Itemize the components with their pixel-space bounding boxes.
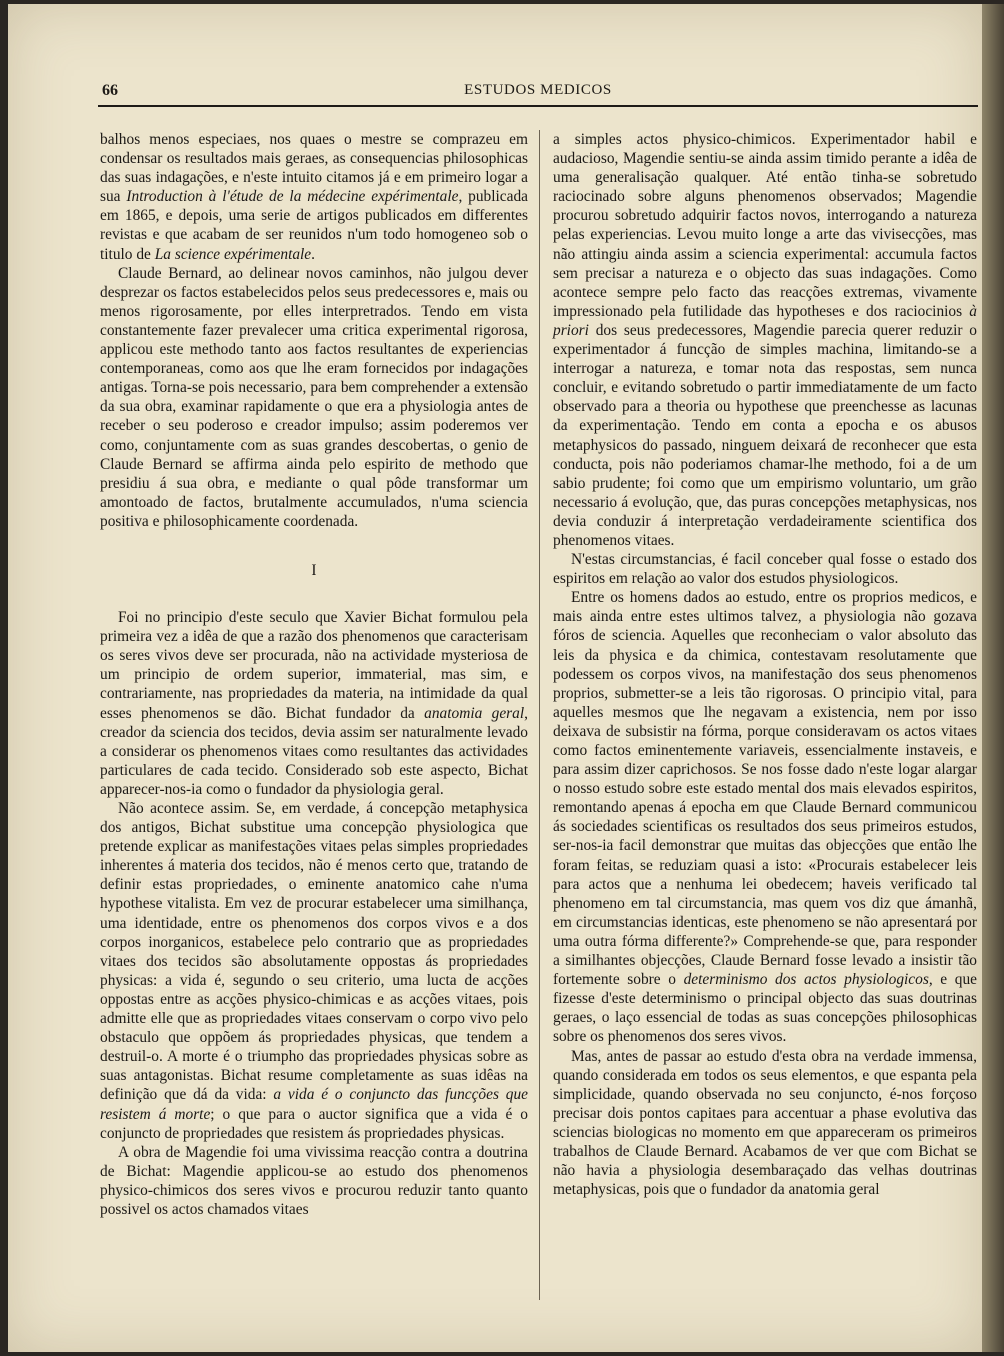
book-binding-edge [982, 4, 1004, 1352]
paragraph: a simples actos physico-chimicos. Experimentador habil e audacioso, Magendie sentiu-se ainda assim timido perante a idêa de uma generalisação qualquer. Até então tinha-se sobretudo raciocinado sobre alguns phenomenos observados; Magendie procurou sobretudo adquirir factos novos, interrogando a natureza pelas experiencias. Levou muito longe a arte das vivisecções, mas não attingiu ainda assim a sciencia experimental: accumula factos sem precisar a natureza e o objecto das suas indagações. Como acontece sempre pelo facto das reacções extremas, vivamente impressionado pela futilidade das hypotheses e dos raciocinios à priori dos seus predecessores, Magendie parecia querer reduzir o experimentador á funcção de simples machina, limitando-se a interrogar a natureza, e tomar nota das respostas, sem nunca concluir, e evitando sobretudo o partir immediatamente de um facto observado para a theoria ou hypothese que preenchesse as lacunas da experimentação. Tendo em conta a epocha e os abusos metaphysicos do passado, ninguem deixará de reconhecer que esta conducta, pois não poderiamos chamar-lhe methodo, foi a de um sabio prudente; foi como que um empirismo voluntario, um grão necessario á evolução, que, das puras concepções metaphysicas, nos devia conduzir á interpretação verdadeiramente scientifica dos phenomenos vitaes. [553, 131, 977, 549]
section-heading: I [311, 561, 317, 579]
book-title: La science expérimentale [154, 245, 312, 263]
page-number: 66 [102, 82, 118, 99]
right-column [553, 130, 977, 1310]
column-divider [539, 130, 540, 1300]
quotation: a vida é o conjuncto das funcções que resistem á morte [100, 1086, 528, 1123]
header-rule [98, 105, 978, 107]
left-column [100, 130, 528, 1310]
emphasis: determinismo dos actos physiologicos [683, 971, 929, 989]
paragraph: Claude Bernard, ao delinear novos caminhos, não julgou dever desprezar os factos estabelecidos pelos seus predecessores e, mais ou menos rigorosamente, por elles interpretrados. Tendo em vista constantemente fazer prevalecer uma critica experimental rigorosa, applicou este methodo tanto aos factos resultantes de experiencias contemporaneas, como aos que lhe eram fornecidos por indagações antigas. Torna-se pois necessario, para bem comprehender a extensão da sua obra, examinar rapidamente o que era a physiologia antes de receber o seu poderoso e creador impulso; assim poderemos ver como, conjuntamente com as suas grandes descobertas, o genio de Claude Bernard se affirma ainda pelo espirito de methodo que presidiu á sua obra, e mediante o qual pôde transformar um amontoado de factos, brutalmente accumulados, n'uma sciencia positiva e philosophicamente coordenada. [100, 264, 528, 530]
document-page [8, 4, 982, 1352]
paragraph: Não acontece assim. Se, em verdade, á concepção metaphysica dos antigos, Bichat substitue uma concepção physiologica que pretende explicar as manifestações vitaes pelas simples propriedades inherentes á materia dos tecidos, não é menos certo que, tratando de definir estas propriedades, o eminente anatomico cahe n'uma hypothese vitalista. Em vez de procurar estabelecer uma similhança, uma identidade, entre os phenomenos dos corpos vivos e a dos corpos inorganicos, estabelece pelo contrario que as propriedades vitaes dos tecidos são absolutamente oppostas ás propriedades physicas: a vida é, segundo o seu criterio, uma lucta de acções oppostas entre as acções physico-chimicas e as acções vitaes, pois admitte elle que as propriedades vitaes conservam o corpo vivo pelo obstaculo que oppõem ás propriedades physicas, que tendem a destruil-o. A morte é o triumpho das propriedades physicas sobre as suas antagonistas. Bichat resume completamente as suas idêas na definição que dá da vida: a vida é o conjuncto das funcções que resistem á morte; o que para o auctor significa que a vida é o conjuncto de propriedades que resistem ás propriedades physicas. [100, 800, 528, 1142]
page-header [98, 78, 978, 106]
emphasis: à priori [553, 302, 977, 339]
running-title: ESTUDOS MEDICOS [464, 82, 612, 98]
emphasis: anatomia geral [424, 704, 525, 722]
paragraph: A obra de Magendie foi uma vivissima reacção contra a doutrina de Bichat: Magendie applicou-se ao estudo dos phenomenos physico-chimicos dos seres vivos e procurou reduzir tanto quanto possivel os actos chamados vitaes [100, 1143, 528, 1218]
paragraph: balhos menos especiaes, nos quaes o mestre se comprazeu em condensar os resultados mais geraes, as consequencias philosophicas das suas indagações, e n'este intuito citamos já e em primeiro logar a sua Introduction à l'étude de la médecine expérimentale, publicada em 1865, e depois, uma serie de artigos publicados em differentes revistas e que acabam de ser reunidos n'um todo homogeneo sob o titulo de La science expérimentale. [100, 131, 528, 263]
paragraph: Entre os homens dados ao estudo, entre os proprios medicos, e mais ainda entre estes ultimos talvez, a physiologia não gozava fóros de sciencia. Aquelles que reconheciam o valor absoluto das leis da physica e da chimica, contestavam resolutamente que podessem os corpos vivos, na manifestação dos seus phenomenos proprios, submetter-se a leis tão rigorosas. O principio vital, para aquelles mesmos que lhe negavam a existencia, nem por isso deixava de subsistir na fórma, porque consideravam os actos vitaes como factos eminentemente variaveis, essencialmente instaveis, e para assim dizer caprichosos. Se nos fosse dado n'este logar alargar o nosso estudo sobre este estado mental dos mais elevados espiritos, remontando apenas á epocha em que Claude Bernard communicou ás sociedades scientificas os resultados dos seus primeiros estudos, ser-nos-ia facil demonstrar que muitas das objecções que então lhe foram feitas, se reduziam quasi a isto: «Procurais estabelecer leis para actos que a nenhuma lei obedecem; haveis verificado tal phenomeno em tal circumstancia, mas quem vos diz que ámanhã, em circumstancias identicas, este phenomeno se não apresentará por uma outra fórma differente?» Comprehende-se que, para responder a similhantes objecções, Claude Bernard fosse levado a insistir tão fortemente sobre o determinismo dos actos physiologicos, e que fizesse d'este determinismo o principal objecto das suas doutrinas geraes, o laço essencial de todas as suas concepções philosophicas sobre os phenomenos dos seres vivos. [553, 589, 977, 1046]
paragraph: Foi no principio d'este seculo que Xavier Bichat formulou pela primeira vez a idêa de que a razão dos phenomenos que caracterisam os seres vivos deve ser procurada, não na actividade mysteriosa de um principio de ordem superior, immaterial, mas sim, e contrariamente, nas propriedades da materia, na intimidade da qual esses phenomenos se dão. Bichat fundador da anatomia geral, creador da sciencia dos tecidos, devia assim ser naturalmente levado a considerar os phenomenos vitaes como resultantes das actividades particulares de cada tecido. Considerado sob este aspecto, Bichat apparecer-nos-ia como o fundador da physiologia geral. [100, 609, 528, 798]
book-title: Introduction à l'étude de la médecine expérimentale [126, 188, 459, 206]
paragraph: Mas, antes de passar ao estudo d'esta obra na verdade immensa, quando considerada em todos os seus elementos, e que espanta pela simplicidade, quando observada no seu conjuncto, é-nos forçoso precisar dois pontos capitaes para accentuar a phase evolutiva das sciencias biologicas no momento em que appareceram os primeiros trabalhos de Claude Bernard. Acabamos de ver que com Bichat se não havia a physiologia desembaraçado das velhas doutrinas metaphysicas, pois que o fundador da anatomia geral [553, 1047, 977, 1199]
paragraph: N'estas circumstancias, é facil conceber qual fosse o estado dos espiritos em relação ao valor dos estudos physiologicos. [553, 551, 977, 588]
